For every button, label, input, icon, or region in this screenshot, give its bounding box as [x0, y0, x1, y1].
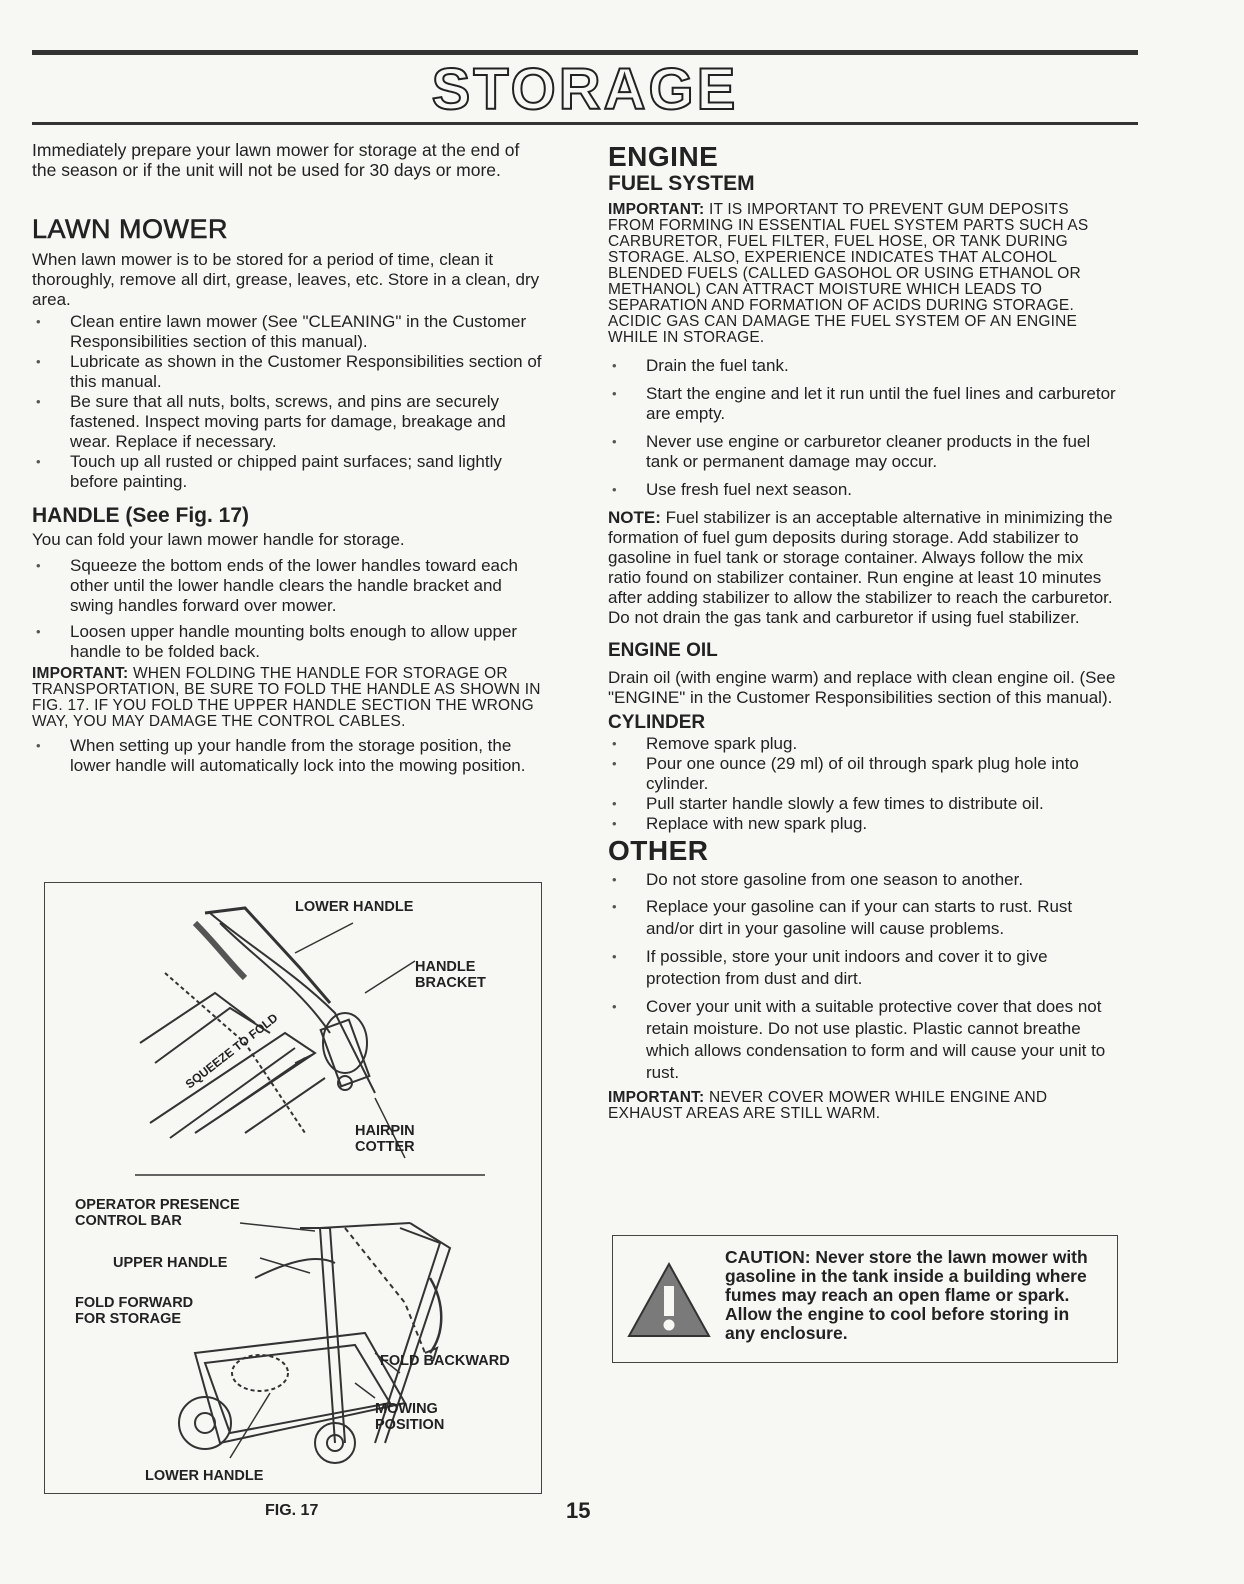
right-column — [608, 142, 1118, 1122]
important-text: WHEN FOLDING THE HANDLE FOR STORAGE OR TRANSPORTATION, BE SURE TO FOLD THE HANDLE AS SHOWN IN FIG. 17. IF YOU FOLD THE UPPER HANDLE SECTION THE WRONG WAY, YOU MAY DAMAGE THE CONTROL CABLES. — [32, 665, 541, 730]
list-item: • Pour one ounce (29 ml) of oil through spark plug hole into cylinder. — [608, 754, 1118, 794]
list-item: • Lubricate as shown in the Customer Responsibilities section of this manual. — [32, 352, 548, 392]
list-item: • Clean entire lawn mower (See "CLEANING" in the Customer Responsibilities section of this manual). — [32, 312, 548, 352]
label-operator-presence: OPERATOR PRESENCE CONTROL BAR — [75, 1197, 240, 1229]
warning-triangle-icon — [625, 1260, 713, 1340]
other-important — [608, 1090, 1118, 1122]
left-column — [32, 140, 548, 776]
important-label: IMPORTANT: — [608, 1089, 705, 1106]
list-item: • Cover your unit with a suitable protective cover that does not retain moisture. Do not use plastic. Plastic cannot breathe which allows condensation to form and will cause your unit to rust. — [608, 996, 1118, 1084]
list-item: • Start the engine and let it run until the fuel lines and carburetor are empty. — [608, 384, 1118, 424]
other-heading: OTHER — [608, 835, 709, 866]
label-handle-bracket: HANDLE BRACKET — [415, 959, 486, 991]
list-item: • Squeeze the bottom ends of the lower handles toward each other until the lower handle clears the handle bracket and swing handles forward over mower. — [32, 556, 548, 616]
label-upper-handle: UPPER HANDLE — [113, 1255, 228, 1271]
fuel-list — [608, 356, 1118, 500]
cylinder-list — [608, 734, 1118, 834]
list-item: • Loosen upper handle mounting bolts enough to allow upper handle to be folded back. — [32, 622, 548, 662]
handle-list-2 — [32, 736, 548, 776]
lawn-mower-list — [32, 312, 548, 492]
fuel-note — [608, 508, 1118, 628]
list-item: • Be sure that all nuts, bolts, screws, and pins are securely fastened. Inspect moving parts for damage, breakage and wear. Replace if necessary. — [32, 392, 548, 452]
label-lower-handle-top: LOWER HANDLE — [295, 899, 414, 915]
list-item: • Pull starter handle slowly a few times to distribute oil. — [608, 794, 1118, 814]
lawn-mower-text: When lawn mower is to be stored for a period of time, clean it thoroughly, remove all dirt, grease, leaves, etc. Store in a clean, dry area. — [32, 250, 540, 309]
label-fold-forward: FOLD FORWARD FOR STORAGE — [75, 1295, 194, 1327]
engine-oil-text: Drain oil (with engine warm) and replace with clean engine oil. (See "ENGINE" in the Customer Responsibilities section of this manual). — [608, 668, 1116, 707]
list-item: • Never use engine or carburetor cleaner products in the fuel tank or permanent damage may occur. — [608, 432, 1118, 472]
caution-text: CAUTION: Never store the lawn mower with gasoline in the tank inside a building where fumes may reach an open flame or spark. Allow the engine to cool before storing in any enclosure. — [725, 1247, 1088, 1343]
important-text: NEVER COVER MOWER WHILE ENGINE AND EXHAUST AREAS ARE STILL WARM. — [608, 1089, 1048, 1122]
list-item: • Replace your gasoline can if your can starts to rust. Rust and/or dirt in your gasoline will cause problems. — [608, 896, 1118, 940]
important-label: IMPORTANT: — [608, 201, 705, 218]
fuel-important — [608, 202, 1118, 346]
caution-box — [612, 1235, 1118, 1363]
figure-17 — [44, 882, 542, 1494]
engine-heading: ENGINE — [608, 141, 719, 172]
title-rule — [32, 122, 1138, 125]
important-text: IT IS IMPORTANT TO PREVENT GUM DEPOSITS FROM FORMING IN ESSENTIAL FUEL SYSTEM PARTS SUCH AS CARBURETOR, FUEL FILTER, FUEL HOSE, OR TANK DURING STORAGE. ALSO, EXPERIENCE INDICATES THAT ALCOHOL BLENDED FUELS (CALLED GASOHOL OR USING ETHANOL OR METHANOL) CAN ATTRACT MOISTURE WHICH LEADS TO SEPARATION AND FORMATION OF ACIDS DURING STORAGE. ACIDIC GAS CAN DAMAGE THE FUEL SYSTEM OF AN ENGINE WHILE IN STORAGE. — [608, 201, 1089, 346]
note-text: Fuel stabilizer is an acceptable alternative in minimizing the formation of fuel gum deposits during storage. Add stabilizer to gasoline in fuel tank or storage container. Always follow the mix ratio found on stabilizer container. Run engine at least 10 minutes after adding stabilizer to allow the stabilizer to reach the carburetor. Do not drain the gas tank and carburetor if using fuel stabilizer. — [608, 508, 1113, 627]
intro-text: Immediately prepare your lawn mower for storage at the end of the season or if the unit will not be used for 30 days or more. — [32, 140, 520, 180]
handle-heading: HANDLE (See Fig. 17) — [32, 504, 250, 527]
list-item: • Use fresh fuel next season. — [608, 480, 1118, 500]
list-item: • Touch up all rusted or chipped paint surfaces; sand lightly before painting. — [32, 452, 548, 492]
engine-oil-heading: ENGINE OIL — [608, 640, 718, 661]
label-lower-handle-bottom: LOWER HANDLE — [145, 1468, 264, 1484]
lawn-mower-heading: LAWN MOWER — [32, 214, 228, 244]
label-hairpin-cotter: HAIRPIN COTTER — [355, 1123, 415, 1155]
list-item: • Do not store gasoline from one season to another. — [608, 870, 1118, 890]
list-item: • Drain the fuel tank. — [608, 356, 1118, 376]
handle-list — [32, 556, 548, 662]
handle-text: You can fold your lawn mower handle for storage. — [32, 530, 405, 549]
label-fold-backward: FOLD BACKWARD — [380, 1353, 510, 1369]
list-item: • Remove spark plug. — [608, 734, 1118, 754]
cylinder-heading: CYLINDER — [608, 712, 706, 733]
page-title: STORAGE — [431, 57, 739, 122]
page-number: 15 — [566, 1498, 591, 1523]
list-item: • If possible, store your unit indoors and cover it to give protection from dust and dirt. — [608, 946, 1118, 990]
note-label: NOTE: — [608, 508, 661, 527]
label-mowing-position: MOWING POSITION — [375, 1401, 445, 1433]
list-item: • Replace with new spark plug. — [608, 814, 1118, 834]
top-rule — [32, 50, 1138, 55]
other-list — [608, 870, 1118, 1084]
important-label: IMPORTANT: — [32, 665, 129, 682]
label-squeeze-to-fold: SQUEEZE TO FOLD — [182, 1010, 281, 1092]
handle-important — [32, 666, 548, 730]
list-item: • When setting up your handle from the storage position, the lower handle will automatically lock into the mowing position. — [32, 736, 548, 776]
fuel-system-heading: FUEL SYSTEM — [608, 172, 755, 195]
figure-caption: FIG. 17 — [265, 1502, 319, 1519]
